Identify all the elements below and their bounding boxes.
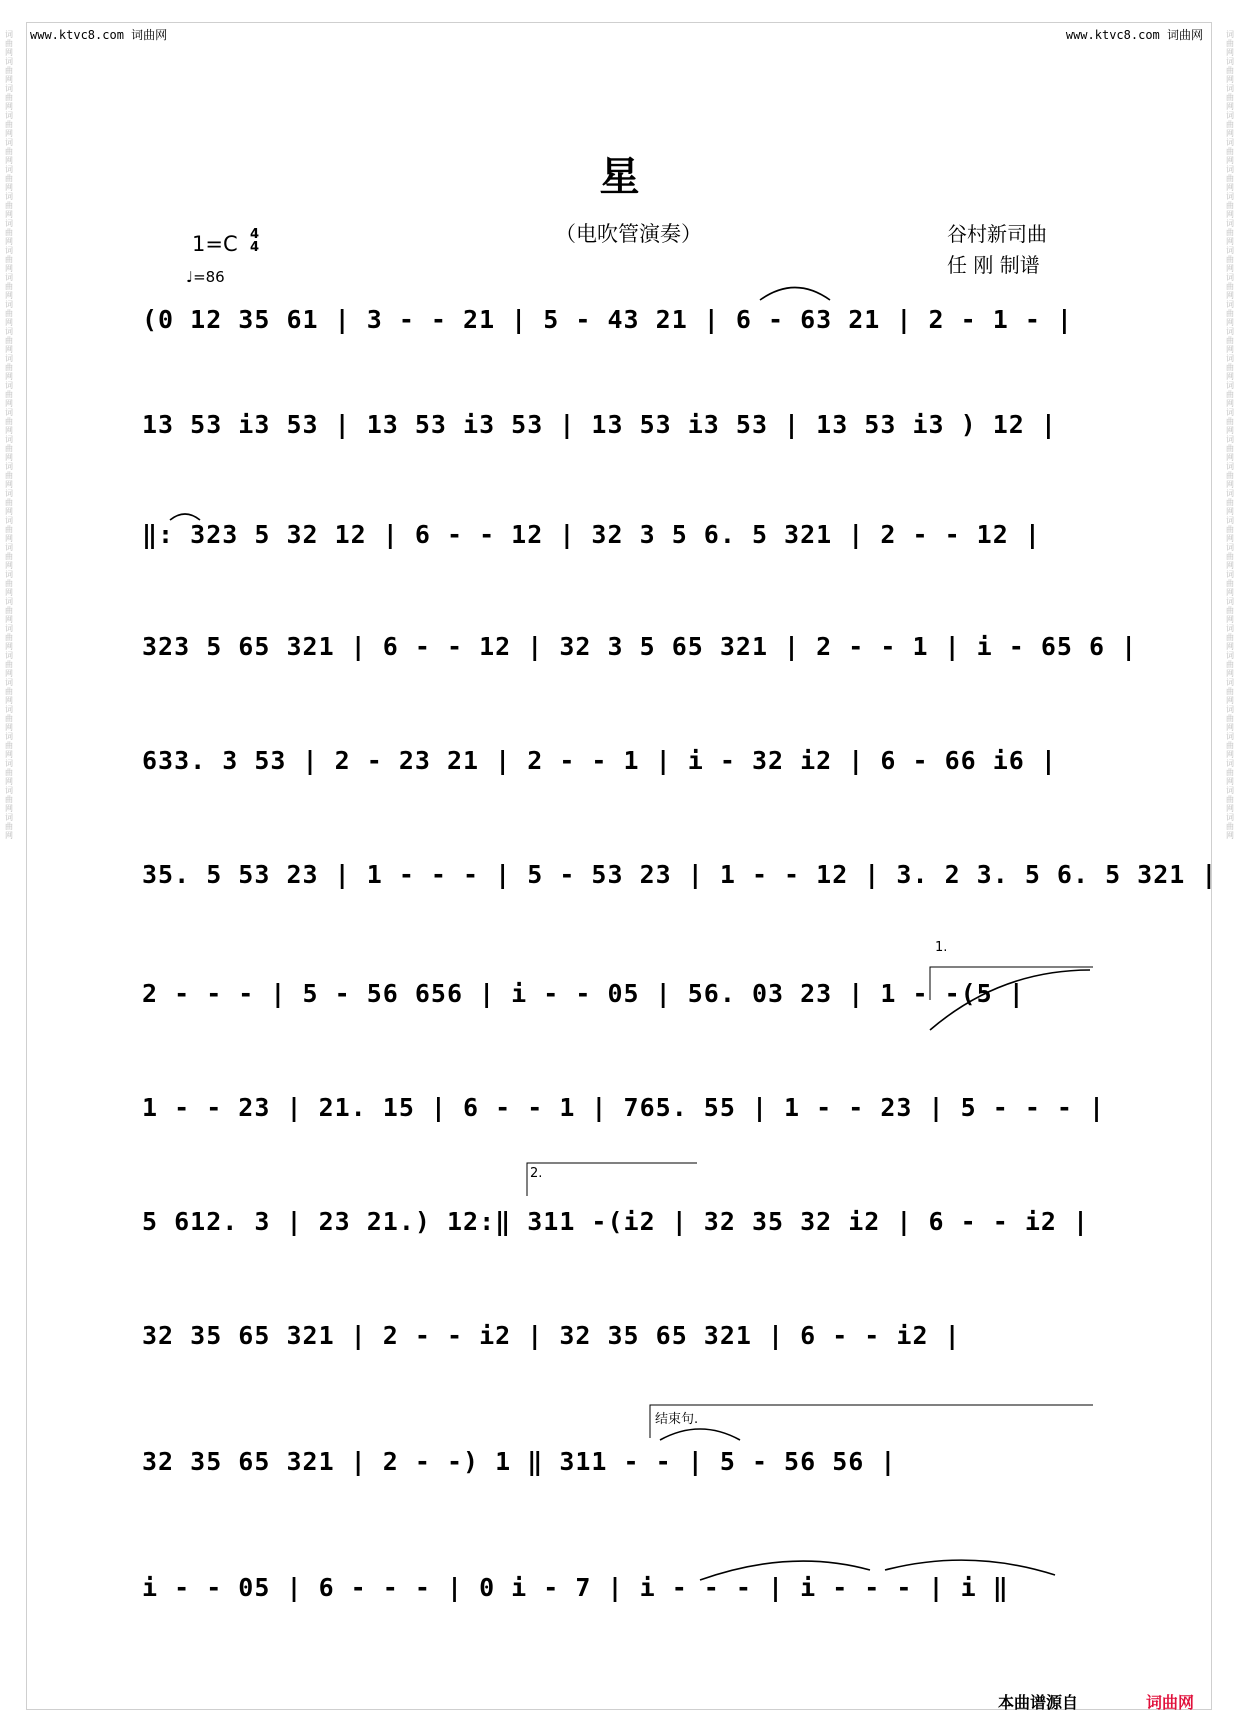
footer-site-link[interactable]: 词曲网 [1146,1693,1195,1712]
notes: ‖: 323 5 32 12 | 6 - - 12 | 32 3 5 6. 5 321 | 2 - - 12 | [142,520,1041,549]
footer-source: 本曲谱源自 [998,1693,1079,1712]
song-title: 星 [599,153,640,200]
composer-credit: 谷村新司曲 [947,222,1047,246]
volta-label-1: 1. [935,940,948,955]
meter-bottom: 4 [250,240,260,255]
key-signature: 1=C [192,232,238,256]
side-watermark-left: 词曲网词曲网词曲网词曲网词曲网词曲网词曲网词曲网词曲网词曲网词曲网词曲网词曲网词曲网词曲网词曲网词曲网词曲网词曲网词曲网词曲网词曲网词曲网词曲网词曲网词曲网词曲网词曲网词曲网词曲网 [5,30,13,840]
tempo-marking: ♩=86 [186,268,225,286]
volta-label-2: 2. [530,1166,543,1181]
song-subtitle: （电吹管演奏） [555,222,702,246]
staff-row [142,1093,1106,1143]
notes: 2 - - - | 5 - 56 656 | i - - 05 | 56. 03 23 | 1 - -(5 | [142,979,1025,1008]
notes: 32 35 65 321 | 2 - - i2 | 32 35 65 321 | 6 - - i2 | [142,1321,961,1350]
notes: 13 53 i3 53 | 13 53 i3 53 | 13 53 i3 53 | 13 53 i3 ) 12 | [142,410,1057,439]
side-watermark-right: 词曲网词曲网词曲网词曲网词曲网词曲网词曲网词曲网词曲网词曲网词曲网词曲网词曲网词曲网词曲网词曲网词曲网词曲网词曲网词曲网词曲网词曲网词曲网词曲网词曲网词曲网词曲网词曲网词曲网词曲网 [1226,30,1234,840]
notes: 1 - - 23 | 21. 15 | 6 - - 1 | 765. 55 | 1 - - 23 | 5 - - - | [142,1093,1106,1122]
notes: 35. 5 53 23 | 1 - - - | 5 - 53 23 | 1 - - 12 | 3. 2 3. 5 6. 5 321 | [142,860,1218,889]
staff-row [142,632,1138,682]
staff-row [142,1447,1097,1497]
staff-row [142,1207,1097,1257]
header-right[interactable]: www.ktvc8.com 词曲网 [1065,28,1203,42]
staff-row [142,860,1218,910]
staff-row [142,520,1097,570]
notes: (0 12 35 61 | 3 - - 21 | 5 - 43 21 | 6 - 63 21 | 2 - 1 - | [142,305,1073,334]
staff-row [142,1321,1097,1371]
staff-row [142,746,1097,796]
staff-row [142,410,1097,460]
notes: 323 5 65 321 | 6 - - 12 | 32 3 5 65 321 | 2 - - 1 | i - 65 6 | [142,632,1138,661]
staff-row [142,305,1097,355]
time-signature [250,228,259,254]
ending-label: 结束句. [655,1412,699,1427]
staff-row [142,979,1097,1029]
header-left[interactable]: www.ktvc8.com 词曲网 [30,28,168,42]
staff-row [142,1573,1097,1623]
notes: 5 612. 3 | 23 21.) 12:‖ 311 -(i2 | 32 35 32 i2 | 6 - - i2 | [142,1207,1090,1236]
notes: i - - 05 | 6 - - - | 0 i - 7 | i - - - | i - - - | i ‖ [142,1573,1009,1602]
notes: 32 35 65 321 | 2 - -) 1 ‖ 311 - - | 5 - 56 56 | [142,1447,897,1476]
notes: 633. 3 53 | 2 - 23 21 | 2 - - 1 | i - 32 i2 | 6 - 66 i6 | [142,746,1057,775]
arranger-credit: 任 刚 制谱 [947,253,1040,277]
meter-top: 4 [250,227,260,242]
